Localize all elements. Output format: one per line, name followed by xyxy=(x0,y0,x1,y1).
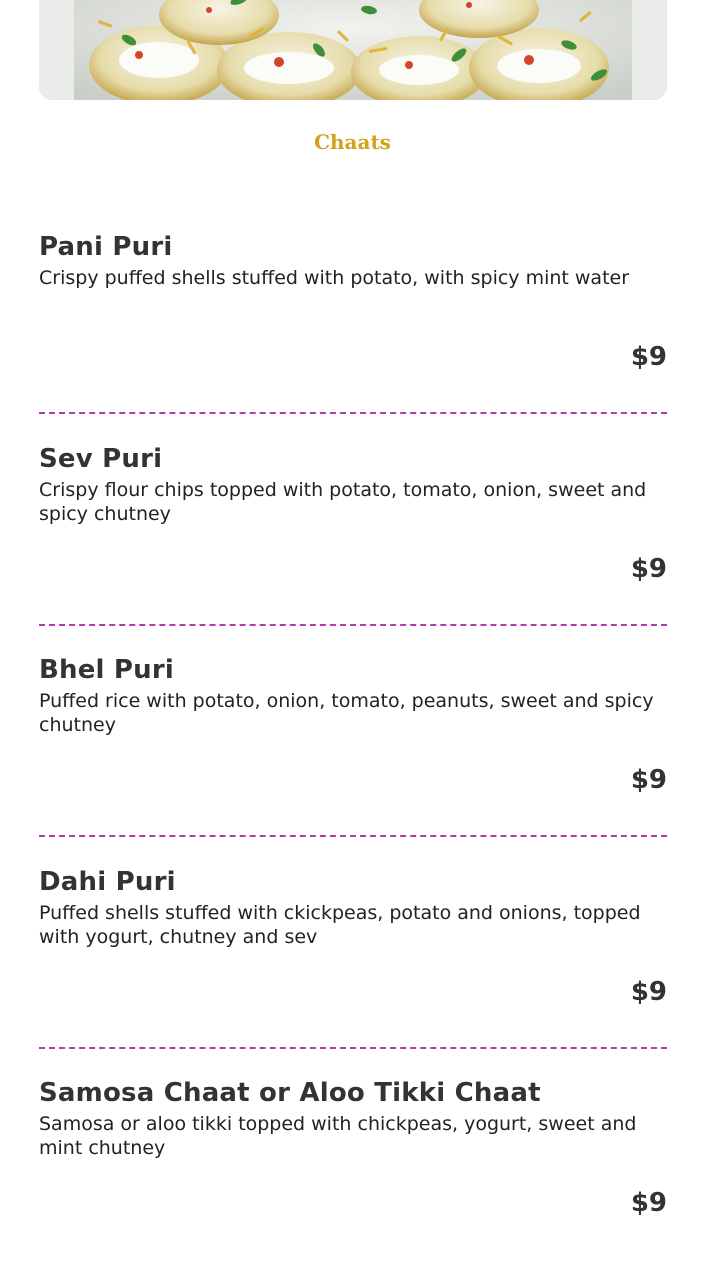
dashed-divider xyxy=(39,624,667,626)
hero-food-image xyxy=(39,0,667,100)
dashed-divider xyxy=(39,412,667,414)
item-name: Bhel Puri xyxy=(39,655,175,685)
dashed-divider xyxy=(39,1047,667,1049)
item-name: Sev Puri xyxy=(39,443,163,474)
item-description: Crispy puffed shells stuffed with potato, with spicy mint water xyxy=(39,267,630,289)
menu-list xyxy=(39,230,667,1288)
dashed-divider xyxy=(39,835,667,837)
menu-item xyxy=(39,653,667,865)
item-price: $9 xyxy=(630,976,667,1007)
dahi-puri-photo xyxy=(39,0,667,100)
menu-item xyxy=(39,865,667,1077)
menu-item xyxy=(39,442,667,654)
item-price: $9 xyxy=(630,765,667,795)
item-name: Pani Puri xyxy=(39,232,173,262)
item-price: $9 xyxy=(630,1188,667,1218)
menu-item xyxy=(39,230,667,442)
item-description: Puffed shells stuffed with ckickpeas, potato and onions, topped with yogurt, chutney and sev xyxy=(39,901,641,948)
item-name: Samosa Chaat or Aloo Tikki Chaat xyxy=(39,1078,541,1108)
section-title: Chaats xyxy=(314,130,391,154)
item-price: $9 xyxy=(630,553,667,584)
item-name: Dahi Puri xyxy=(39,866,176,897)
menu-item xyxy=(39,1076,667,1288)
item-price: $9 xyxy=(630,342,667,372)
item-description: Puffed rice with potato, onion, tomato, peanuts, sweet and spicy chutney xyxy=(39,690,654,736)
item-description: Crispy flour chips topped with potato, tomato, onion, sweet and spicy chutney xyxy=(39,478,647,525)
item-description: Samosa or aloo tikki topped with chickpeas, yogurt, sweet and mint chutney xyxy=(39,1113,637,1159)
